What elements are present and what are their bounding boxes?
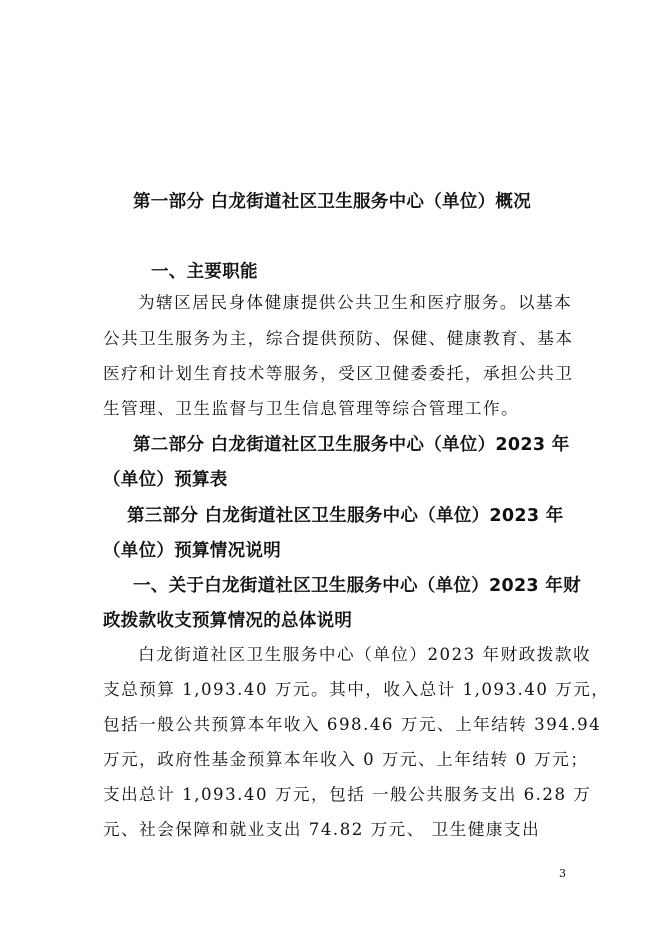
- part3-section1-title-line: 一、关于白龙街道社区卫生服务中心（单位）2023 年财: [133, 576, 581, 596]
- budget-paragraph-line: 包括一般公共预算本年收入 698.46 万元、上年结转 394.94: [103, 715, 602, 734]
- section1-title-main-functions: 一、主要职能: [151, 262, 258, 282]
- functions-paragraph-line: 生管理、卫生监督与卫生信息管理等综合管理工作。: [103, 399, 520, 418]
- functions-paragraph-line: 医疗和计划生育技术等服务，受区卫健委委托，承担公共卫: [103, 364, 574, 383]
- budget-paragraph-line: 支出总计 1,093.40 万元，包括 一般公共服务支出 6.28 万: [103, 785, 592, 804]
- budget-paragraph-line: 支总预算 1,093.40 万元。其中，收入总计 1,093.40 万元，: [103, 680, 610, 699]
- part1-title: 第一部分 白龙街道社区卫生服务中心（单位）概况: [133, 192, 531, 212]
- part3-title-line: （单位）预算情况说明: [103, 541, 281, 561]
- functions-paragraph-line: 为辖区居民身体健康提供公共卫生和医疗服务。以基本: [138, 293, 573, 312]
- budget-paragraph-line: 元、社会保障和就业支出 74.82 万元、 卫生健康支出: [103, 820, 541, 839]
- part2-title-line: 第二部分 白龙街道社区卫生服务中心（单位）2023 年: [133, 435, 570, 455]
- page-number: 3: [559, 867, 566, 880]
- part2-title-line: （单位）预算表: [103, 470, 228, 490]
- part3-section1-title-line: 政拨款收支预算情况的总体说明: [103, 611, 353, 631]
- budget-paragraph-line: 万元，政府性基金预算本年收入 0 万元、上年结转 0 万元；: [103, 750, 589, 769]
- part3-title-line: 第三部分 白龙街道社区卫生服务中心（单位）2023 年: [127, 506, 564, 526]
- budget-paragraph-line: 白龙街道社区卫生服务中心（单位）2023 年财政拨款收: [138, 645, 592, 664]
- functions-paragraph-line: 公共卫生服务为主，综合提供预防、保健、健康教育、基本: [103, 329, 574, 348]
